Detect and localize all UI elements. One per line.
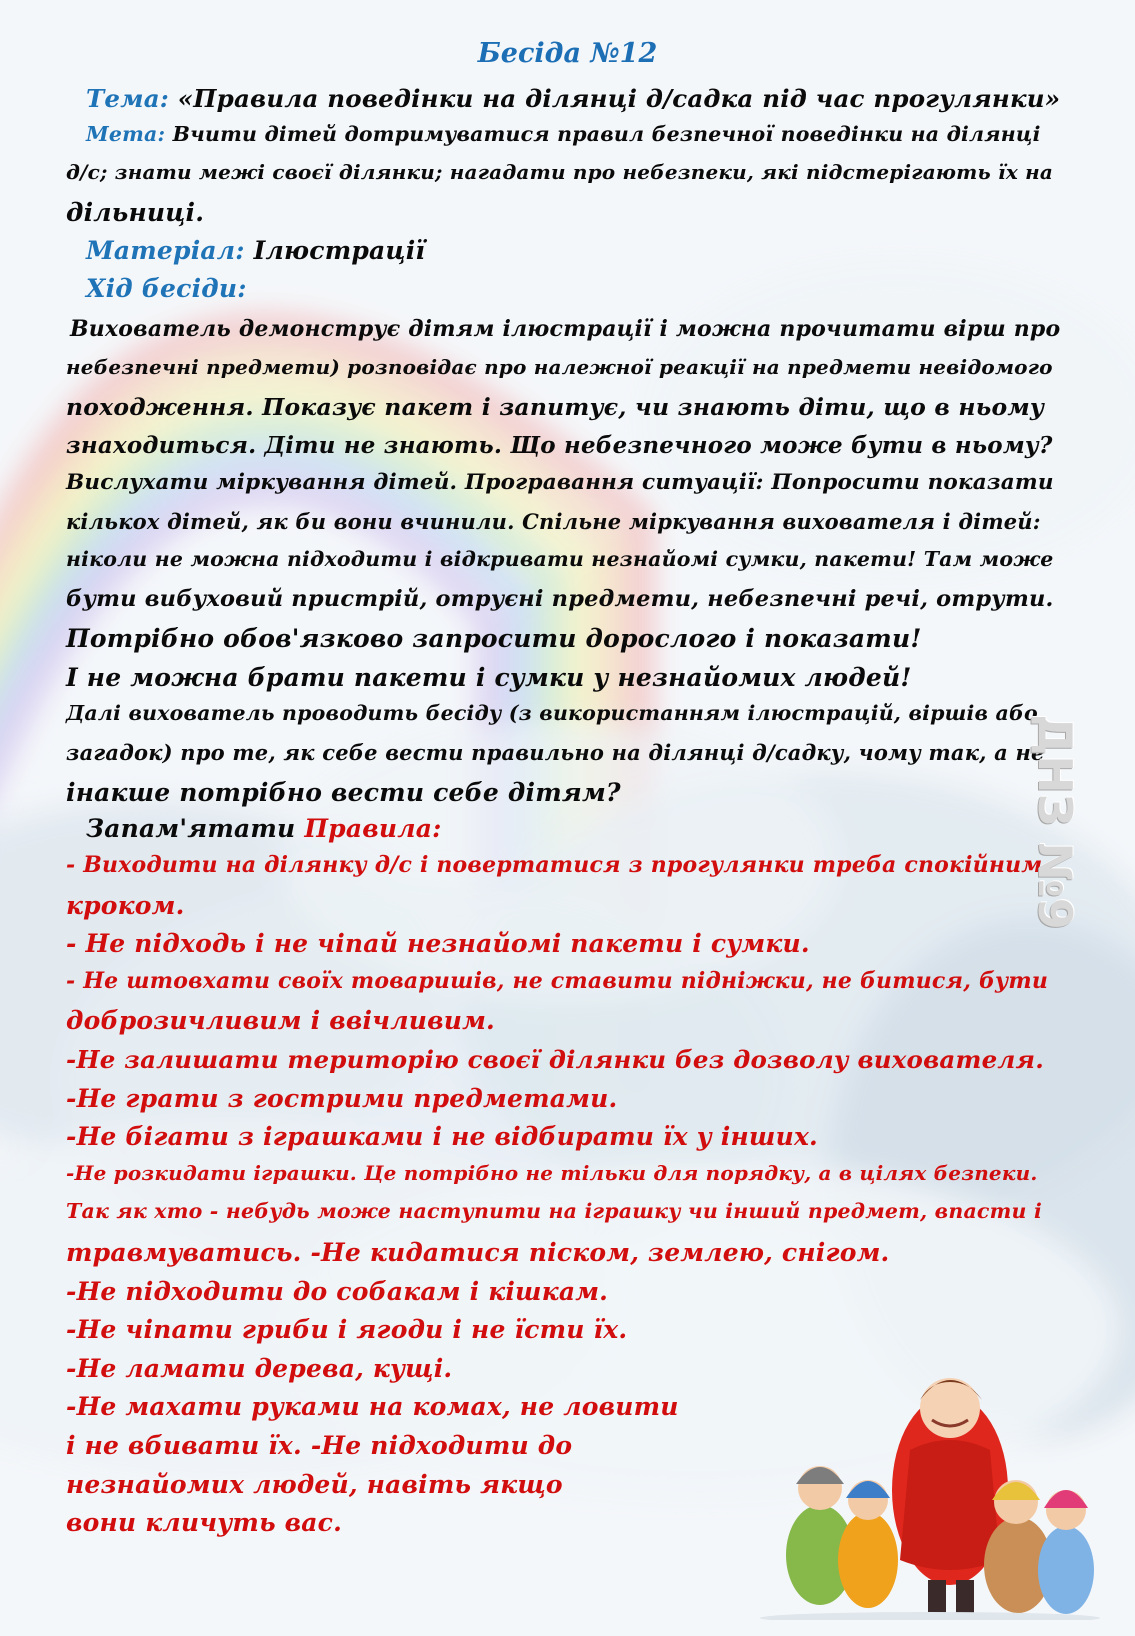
course-label: Хід бесіди: — [86, 274, 247, 303]
rule-line: -Не чіпати гриби і ягоди і не їсти їх. — [66, 1315, 628, 1345]
body-line: походження. Показує пакет і запитує, чи знають діти, що в ньому — [66, 393, 1045, 421]
rules-label: Правила: — [304, 814, 442, 843]
rule-line: незнайомих людей, навіть якщо — [66, 1469, 563, 1499]
body-line: ніколи не можна підходити і відкривати незнайомі сумки, пакети! Там може — [66, 547, 1054, 571]
rules-intro: Запам'ятати — [86, 814, 305, 843]
material-label: Матеріал: — [86, 236, 245, 265]
rule-line: і не вбивати їх. -Не підходити до — [66, 1431, 573, 1460]
rule-line: -Не розкидати іграшки. Це потрібно не тільки для порядку, а в цілях безпеки. — [66, 1160, 1038, 1185]
goal-line — [86, 122, 1041, 146]
rule-line: вони кличуть вас. — [66, 1508, 343, 1538]
rule-line: - Не штовхати своїх товаришів, не ставити підніжки, не битися, бути — [66, 967, 1049, 994]
rule-line: Так як хто - небудь може наступити на іграшку чи інший предмет, впасти і — [66, 1199, 1042, 1224]
body-line: бути вибуховий пристрій, отруєні предмети, небезпечні речі, отрути. — [66, 585, 1054, 612]
rule-line: кроком. — [66, 890, 185, 920]
body-line: І не можна брати пакети і сумки у незнайомих людей! — [66, 662, 912, 692]
rule-line: -Не залишати територію своєї ділянки без дозволу вихователя. — [66, 1045, 1044, 1074]
rule-line: -Не бігати з іграшками і не відбирати їх у інших. — [66, 1122, 818, 1152]
material-text: Ілюстрації — [253, 236, 426, 265]
body-line: Потрібно обов'язково запросити дорослого і показати! — [66, 624, 922, 653]
side-label-text: ДНЗ №9 — [1028, 714, 1082, 930]
side-label — [1000, 712, 1110, 932]
page-title: Бесіда №12 — [477, 38, 658, 69]
body-line: загадок) про те, як себе вести правильно на ділянці д/садку, чому так, а не — [66, 739, 1045, 765]
topic-label: Тема: — [86, 84, 170, 113]
material-line — [86, 236, 425, 265]
rules-intro-line — [86, 814, 442, 843]
topic-text: «Правила поведінки на ділянці д/садка під час прогулянки» — [177, 84, 1061, 113]
body-line: Вихователь демонструє дітям ілюстрації і можна прочитати вірш про — [70, 316, 1061, 342]
goal-line-2: д/с; знати межі своєї ділянки; нагадати про небезпеки, які підстерігають їх на — [66, 160, 1054, 184]
rule-line: -Не ламати дерева, кущі. — [66, 1353, 453, 1383]
body-line: знаходиться. Діти не знають. Що небезпечного може бути в ньому? — [66, 431, 1053, 459]
goal-text: Вчити дітей дотримуватися правил безпечної поведінки на ділянці — [172, 122, 1041, 146]
body-line: небезпечні предмети) розповідає про належної реакції на предмети невідомого — [66, 354, 1053, 379]
rule-line: -Не махати руками на комах, не ловити — [66, 1392, 679, 1422]
rule-line: -Не грати з гострими предметами. — [66, 1083, 618, 1113]
body-line: кількох дітей, як би вони вчинили. Спільне міркування вихователя і дітей: — [66, 508, 1041, 534]
rule-line: - Не підходь і не чіпай незнайомі пакети і сумки. — [66, 929, 810, 959]
rule-line: - Виходити на ділянку д/с і повертатися з прогулянки треба спокійним — [66, 852, 1043, 878]
children-illustration — [760, 1360, 1100, 1620]
rule-line: -Не підходити до собакам і кішкам. — [66, 1276, 609, 1306]
goal-line-3: дільниці. — [66, 198, 205, 227]
rule-line: доброзичливим і ввічливим. — [66, 1006, 495, 1036]
body-line: інакше потрібно вести себе дітям? — [66, 778, 621, 807]
goal-label: Мета: — [86, 122, 166, 146]
rule-line: травмуватись. -Не кидатися піском, землею, снігом. — [66, 1238, 890, 1267]
topic-line — [86, 84, 1060, 113]
body-line: Далі вихователь проводить бесіду (з використанням ілюстрацій, віршів або — [66, 701, 1038, 725]
body-line: Вислухати міркування дітей. Програвання ситуації: Попросити показати — [66, 470, 1054, 495]
